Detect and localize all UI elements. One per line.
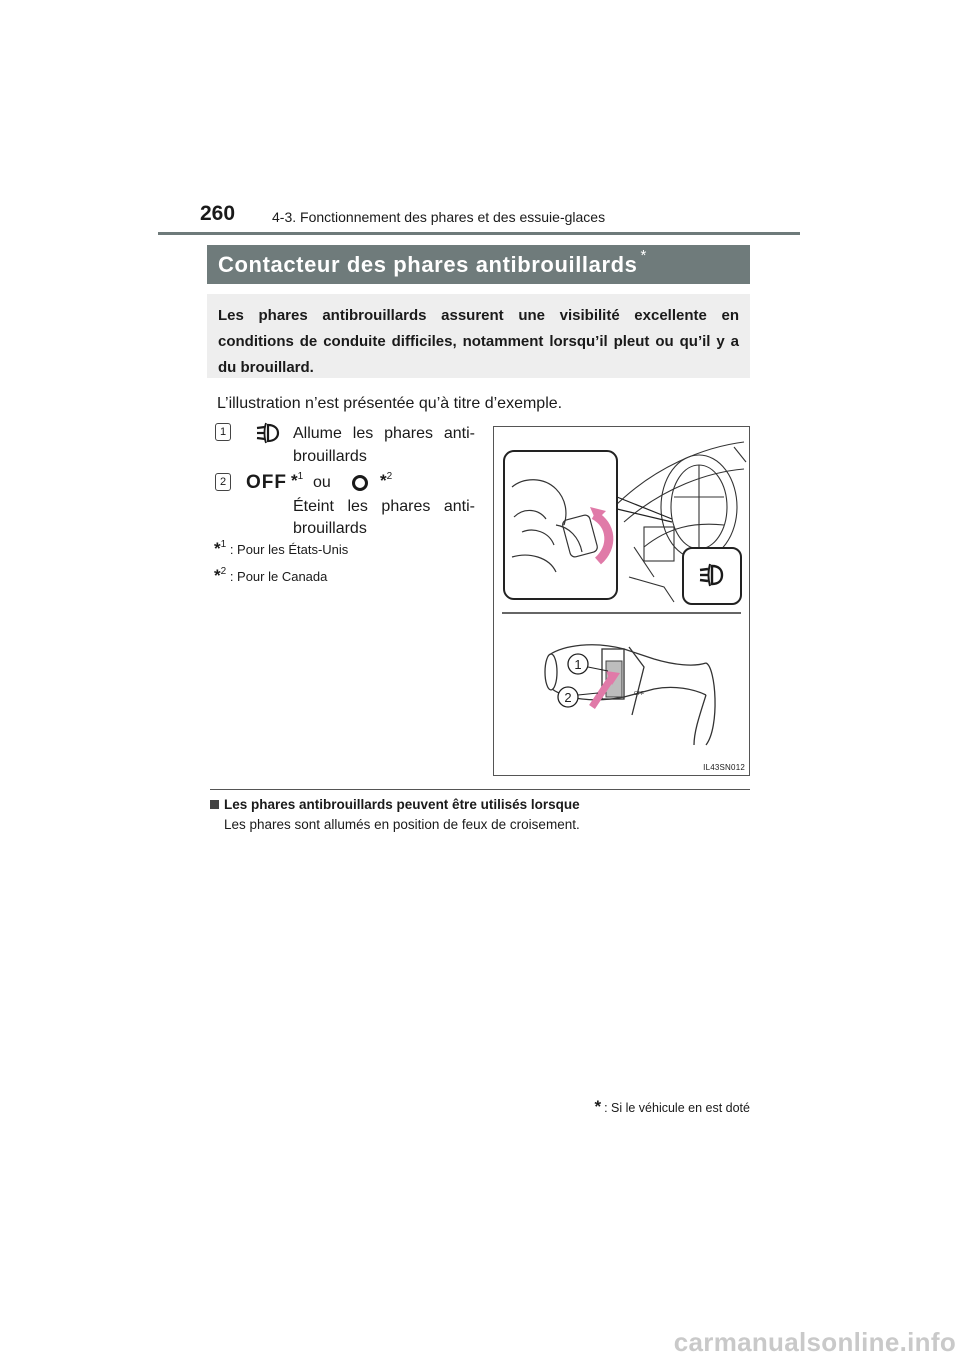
ring-icon xyxy=(351,474,369,492)
asterisk-icon: * xyxy=(380,471,387,490)
figure-code: IL43SN012 xyxy=(703,763,745,772)
header-rule xyxy=(158,232,800,235)
page-number: 260 xyxy=(200,202,236,225)
section-rule xyxy=(210,789,750,790)
intro-box xyxy=(207,294,750,378)
asterisk-icon: * xyxy=(214,539,221,558)
asterisk-icon: * xyxy=(594,1097,602,1116)
footnote-usa: *$^1$ : Pour les États-Unis xyxy=(214,539,349,558)
step-2-marker-canada: *$^2$ xyxy=(380,471,393,490)
svg-text:2: 2 xyxy=(564,690,572,705)
running-header: 4-3. Fonctionnement des phares et des essuie-glaces xyxy=(272,209,606,225)
fog-light-icon xyxy=(254,422,282,444)
watermark: carmanualsonline.info xyxy=(673,1327,956,1357)
intro-text: Les phares antibrouillards assurent une visibilité excellente en conditions de conduite difficiles, notamment lorsqu’il pleut ou qu’il y a du brouillard. xyxy=(218,307,739,376)
step-number-2: 2 xyxy=(215,473,231,491)
square-bullet-icon xyxy=(210,800,219,809)
illustration-figure xyxy=(493,426,750,776)
illustration-note: L’illustration n’est présentée qu’à titre d’exemple. xyxy=(217,395,563,412)
section-title-bar xyxy=(207,245,750,284)
optional-equipment-marker: * xyxy=(640,247,647,264)
off-label-icon: OFF xyxy=(246,472,287,493)
step-2-text-line-2: brouillards xyxy=(293,520,367,537)
subsection-text: Les phares sont allumés en position de feux de croisement. xyxy=(224,817,580,832)
svg-text:1: 1 xyxy=(574,657,582,672)
step-1-text-line-1: Allume les phares anti- xyxy=(293,425,475,442)
asterisk-icon: * xyxy=(291,471,298,490)
equipment-note: * : Si le véhicule en est doté xyxy=(594,1097,750,1116)
subsection-heading: Les phares antibrouillards peuvent être utilisés lorsque xyxy=(210,797,580,812)
step-number-1: 1 xyxy=(215,423,231,441)
step-2-text-line-1: Éteint les phares anti- xyxy=(293,498,475,515)
step-2-connector: ou xyxy=(313,474,331,491)
lever-off-label: OFF xyxy=(634,691,644,697)
section-title: Contacteur des phares antibrouillards xyxy=(218,251,638,277)
dashboard-and-lever-illustration xyxy=(494,427,749,775)
footnote-canada: *$^2$ : Pour le Canada xyxy=(214,566,328,585)
step-1-text-line-2: brouillards xyxy=(293,448,367,465)
asterisk-icon: * xyxy=(214,566,221,585)
step-2-marker-usa: *$^1$ xyxy=(291,471,304,490)
